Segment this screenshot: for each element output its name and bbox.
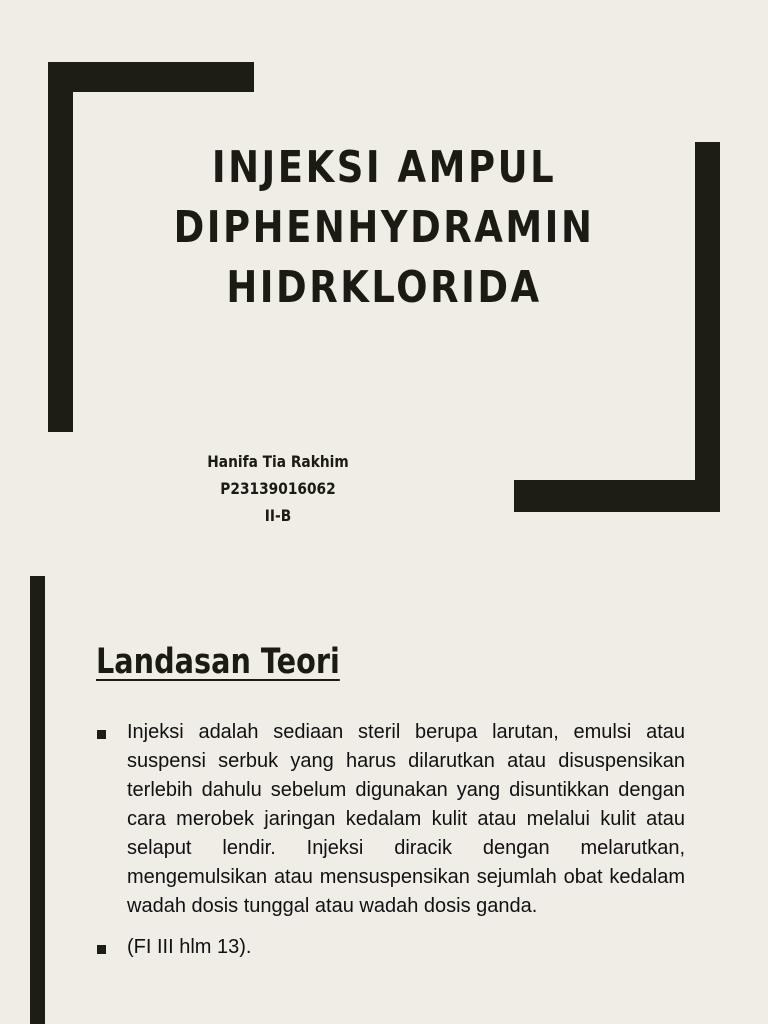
square-bullet-icon (97, 945, 106, 954)
bullet-list (95, 718, 685, 974)
bullet-text: Injeksi adalah sediaan steril berupa larutan, emulsi atau suspensi serbuk yang harus dilarutkan atau disuspensikan terlebih dahulu sebelum digunakan yang disuntikkan dengan cara merobek jaringan kedalam kulit atau melalui kulit atau selaput lendir. Injeksi diracik dengan melarutkan, mengemulsikan atau mensuspensikan sejumlah obat kedalam wadah dosis tunggal atau wadah dosis ganda. (127, 721, 685, 917)
list-item (95, 718, 685, 921)
list-item (95, 933, 685, 962)
frame-bottom-right-horizontal (514, 480, 720, 512)
title-line: DIPHENHYDRAMIN (173, 202, 595, 253)
author-block (194, 448, 363, 529)
frame-top-left-vertical (48, 62, 73, 432)
frame-top-left-horizontal (48, 62, 254, 92)
bullet-text: (FI III hlm 13). (127, 936, 252, 958)
square-bullet-icon (97, 730, 106, 739)
student-id: P23139016062 (220, 479, 336, 498)
frame-bottom-right-vertical (695, 142, 720, 512)
title-line: INJEKSI AMPUL (211, 142, 557, 193)
theory-slide (0, 560, 768, 1024)
section-heading: Landasan Teori (96, 642, 340, 682)
author-name: Hanifa Tia Rakhim (207, 452, 349, 471)
left-accent-bar (30, 576, 45, 1024)
slide-title (171, 138, 598, 318)
class-label: II-B (264, 506, 292, 525)
title-line: HIDRKLORIDA (226, 262, 542, 313)
